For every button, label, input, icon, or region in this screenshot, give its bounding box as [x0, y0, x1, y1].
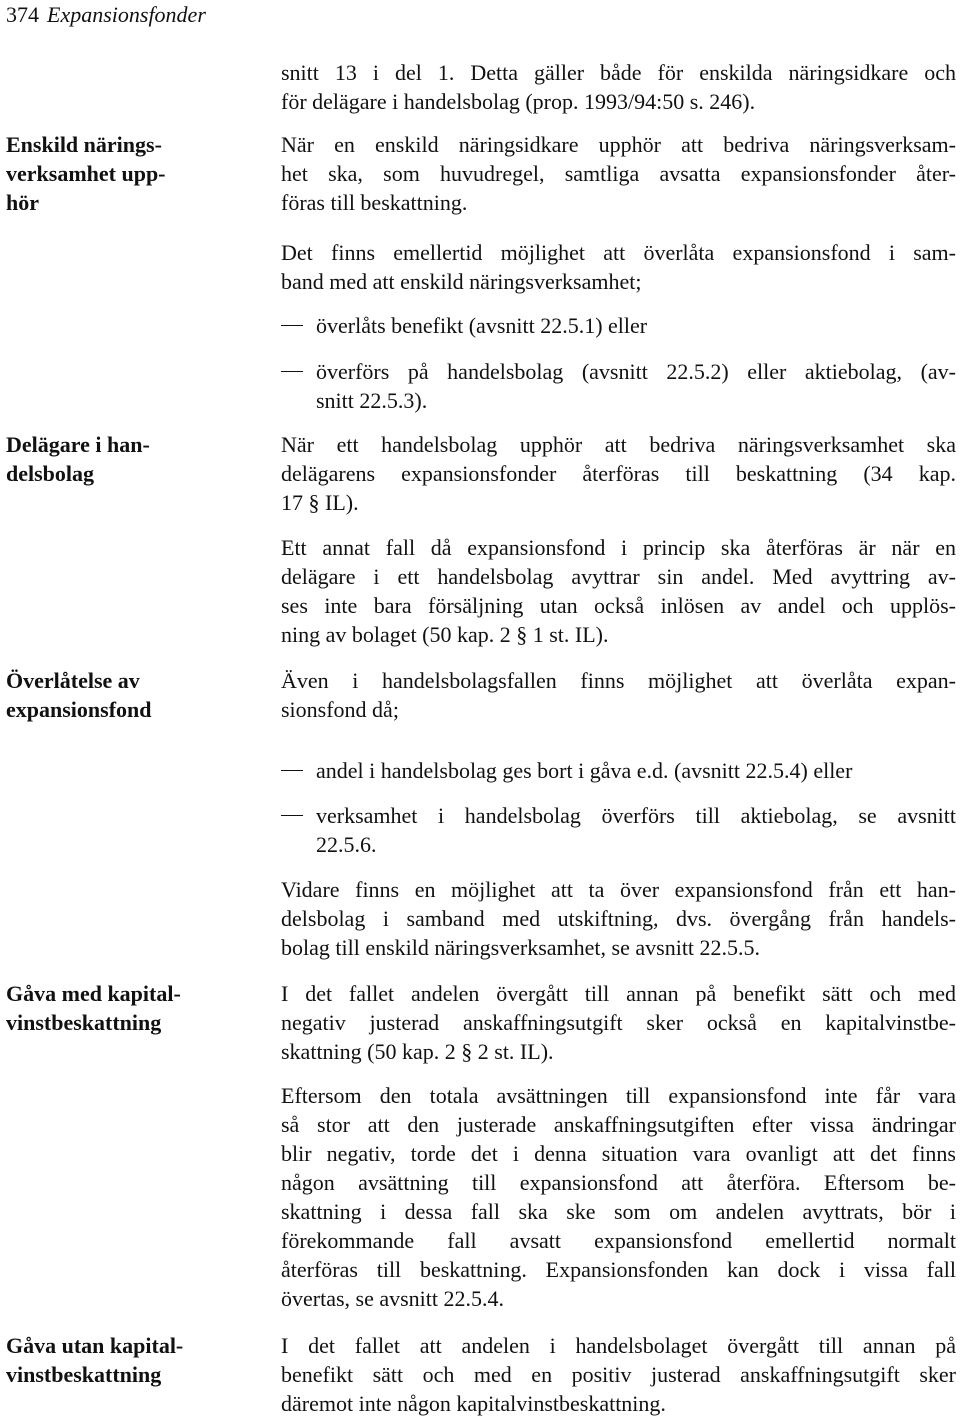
paragraph: Eftersom den totala avsättningen till expansionsfond inte får vara så stor att den justerade anskaffningsutgiften efter vissa ändringar blir negativ, torde det i denna situation vara ovanligt att det finns någon avsättning till expansionsfond att återföra. Eftersom be- skattning i dessa fall ska ske som om andelen avyttrats, bör i förekommande fall avsatt expansionsfond emellertid normalt återföras till beskattning. Expansionsfonden kan dock i vissa fall övertas, se avsnitt 22.5.4.	[281, 1083, 956, 1311]
list-item: överförs på handelsbolag (avsnitt 22.5.2) eller aktiebolag, (av- snitt 22.5.3).	[281, 357, 956, 415]
paragraph: Det finns emellertid möjlighet att överlåta expansionsfond i sam- band med att enskild näringsverksamhet;	[281, 240, 956, 294]
margin-heading-gava-utan: Gåva utan kapital- vinstbeskattning	[6, 1333, 184, 1387]
running-title: Expansionsfonder	[47, 2, 206, 27]
paragraph: I det fallet andelen övergått till annan på benefikt sätt och med negativ justerad anskaffningsutgift sker också en kapitalvinstbe- skattning (50 kap. 2 § 2 st. IL).	[281, 981, 956, 1064]
list-item: andel i handelsbolag ges bort i gåva e.d. (avsnitt 22.5.4) eller	[281, 756, 956, 785]
margin-heading-overlatelse: Överlåtelse av expansionsfond	[6, 668, 152, 722]
paragraph: Ett annat fall då expansionsfond i princip ska återföras är när en delägare i ett handelsbolag avyttrar sin andel. Med avyttring av- ses inte bara försäljning utan också inlösen av andel och upplös- ning av bolaget (50 kap. 2 § 1 st. IL).	[281, 535, 956, 647]
paragraph: När en enskild näringsidkare upphör att bedriva näringsverksam- het ska, som huvudregel, samtliga avsatta expansionsfonder åter- föras till beskattning.	[281, 132, 956, 215]
margin-heading-gava-med: Gåva med kapital- vinstbeskattning	[6, 981, 181, 1035]
paragraph: Även i handelsbolagsfallen finns möjlighet att överlåta expan- sionsfond då;	[281, 668, 956, 722]
dash-bullet	[281, 371, 303, 372]
list-item: verksamhet i handelsbolag överförs till aktiebolag, se avsnitt 22.5.6.	[281, 801, 956, 859]
margin-heading-delagare: Delägare i han- delsbolag	[6, 432, 150, 486]
dash-bullet	[281, 770, 303, 771]
paragraph: När ett handelsbolag upphör att bedriva näringsverksamhet ska delägarens expansionsfonder återföras till beskattning (34 kap. 17 § IL).	[281, 432, 956, 515]
dash-bullet	[281, 815, 303, 816]
paragraph: Vidare finns en möjlighet att ta över expansionsfond från ett han- delsbolag i samband med utskiftning, dvs. övergång från handels- bolag till enskild näringsverksamhet, se avsnitt 22.5.5.	[281, 877, 956, 960]
paragraph: snitt 13 i del 1. Detta gäller både för enskilda näringsidkare och för delägare i handelsbolag (prop. 1993/94:50 s. 246).	[281, 60, 956, 114]
paragraph: I det fallet att andelen i handelsbolaget övergått till annan på benefikt sätt och med en positiv justerad anskaffningsutgift sker däremot inte någon kapitalvinstbeskattning.	[281, 1333, 956, 1416]
list-item: överlåts benefikt (avsnitt 22.5.1) eller	[281, 311, 956, 340]
dash-bullet	[281, 325, 303, 326]
margin-heading-enskild: Enskild närings- verksamhet upp- hör	[6, 132, 166, 215]
page-number: 374	[6, 2, 39, 27]
page-header	[6, 0, 206, 30]
